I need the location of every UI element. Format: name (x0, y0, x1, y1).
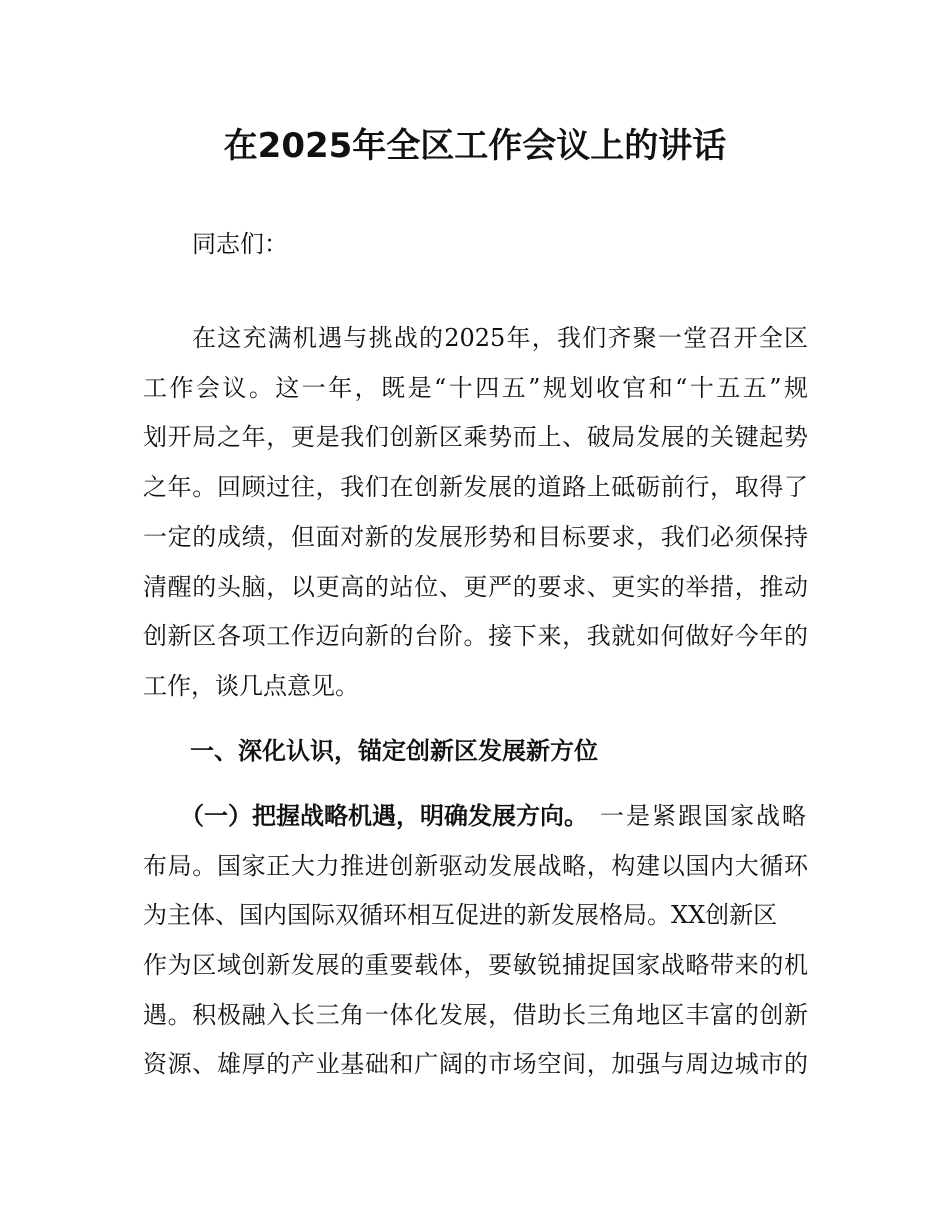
paragraph-line: 创新区各项工作迈向新的台阶。接下来，我就如何做好今年的 (143, 622, 808, 650)
paragraph-line: 作为区域创新发展的重要载体，要敏锐捕捉国家战略带来的机 (143, 951, 808, 979)
paragraph-line: 遇。积极融入长三角一体化发展，借助长三角地区丰富的创新 (143, 1001, 808, 1029)
paragraph-line: 为主体、国内国际双循环相互促进的新发展格局。XX创新区 (143, 901, 778, 929)
paragraph-line: 一定的成绩，但面对新的发展形势和目标要求，我们必须保持 (143, 523, 808, 551)
subsection-line (180, 801, 808, 831)
paragraph-line: 布局。国家正大力推进创新驱动发展战略，构建以国内大循环 (143, 852, 808, 880)
paragraph-line: 清醒的头脑，以更高的站位、更严的要求、更实的举措，推动 (143, 573, 808, 601)
subsection-heading: （一）把握战略机遇，明确发展方向。 (180, 802, 588, 830)
section-heading: 一、深化认识，锚定创新区发展新方位 (190, 737, 598, 765)
paragraph-line: 之年。回顾过往，我们在创新发展的道路上砥砺前行，取得了 (143, 473, 808, 501)
paragraph-line: 工作，谈几点意见。 (143, 672, 359, 700)
subsection-text: 一是紧跟国家战略 (600, 802, 808, 830)
paragraph-line: 在这充满机遇与挑战的2025年，我们齐聚一堂召开全区 (192, 324, 808, 352)
salutation: 同志们： (192, 230, 288, 258)
paragraph-line: 划开局之年，更是我们创新区乘势而上、破局发展的关键起势 (143, 423, 808, 451)
document-title: 在2025年全区工作会议上的讲话 (223, 126, 727, 166)
paragraph-line: 资源、雄厚的产业基础和广阔的市场空间，加强与周边城市的 (143, 1050, 808, 1078)
paragraph-line: 工作会议。这一年，既是“十四五”规划收官和“十五五”规 (143, 374, 808, 402)
